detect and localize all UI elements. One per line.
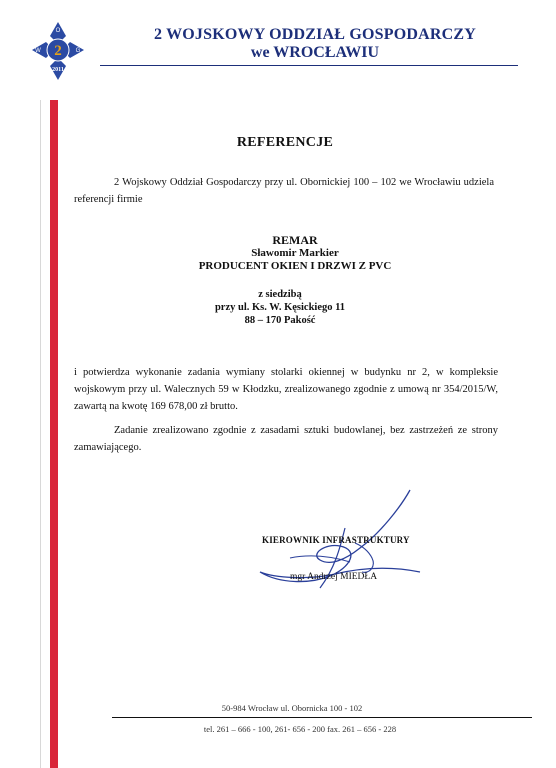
logo-letter-right: G — [75, 48, 81, 54]
seat-city: 88 – 170 Pakość — [244, 315, 316, 326]
header-divider — [100, 65, 518, 66]
company-activity: PRODUCENT OKIEN I DRZWI Z PVC — [198, 260, 392, 272]
logo-number: 2 — [54, 43, 62, 59]
flag-stripe-white — [40, 100, 49, 768]
flag-stripe-red — [50, 100, 58, 768]
org-city: we WROCŁAWIU — [250, 44, 380, 61]
org-logo — [30, 20, 86, 82]
intro-paragraph: 2 Wojskowy Oddział Gospodarczy przy ul. Obornickiej 100 – 102 we Wrocławiu udziela referencji firmie — [74, 177, 494, 205]
logo-letter-top: O — [55, 28, 61, 34]
seat-label: z siedzibą — [258, 289, 302, 300]
footer-address: 50-984 Wrocław ul. Obornicka 100 - 102 — [221, 703, 363, 713]
signer-name: mgr Andrzej MIEDŁA — [290, 572, 378, 582]
footer-divider — [112, 717, 532, 718]
confirmation-paragraph: i potwierdza wykonanie zadania wymiany stolarki okiennej w budynku nr 2, w kompleksie wojskowym przy ul. Walecznych 59 w Kłodzku, zrealizowanego zgodnie z umową nr 354/2015/W, zawartą na kwotę 169 678,00 zł brutto. — [74, 367, 498, 412]
seat-street: przy ul. Ks. W. Kęsickiego 11 — [214, 302, 346, 313]
footer-phones: tel. 261 – 666 - 100, 261- 656 - 200 fax. 261 – 656 - 228 — [203, 724, 397, 734]
company-seat-block — [205, 288, 355, 327]
company-name: REMAR — [272, 233, 318, 247]
signer-role: KIEROWNIK INFRASTRUKTURY — [262, 535, 410, 545]
letterhead — [95, 26, 535, 62]
conclusion-paragraph: Zadanie zrealizowano zgodnie z zasadami sztuki budowlanej, bez zastrzeżeń ze strony zamawiającego. — [74, 425, 498, 453]
logo-year: 2011 — [52, 67, 64, 73]
company-owner: Sławomir Markier — [251, 247, 339, 259]
document-title: REFERENCJE — [236, 135, 334, 150]
org-name: 2 WOJSKOWY ODDZIAŁ GOSPODARCZY — [153, 26, 477, 43]
company-block — [180, 234, 410, 273]
logo-letter-left: W — [35, 48, 41, 54]
